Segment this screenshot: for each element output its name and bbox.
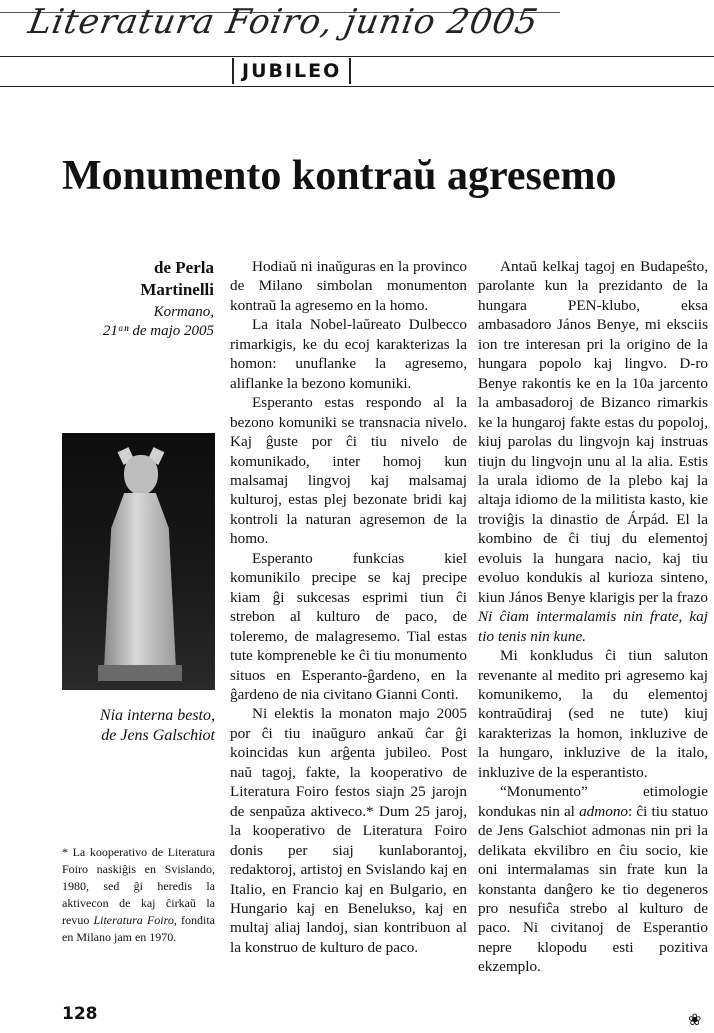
paragraph: La itala Nobel-laŭreato Dulbecco rimarkigis, ke du ecoj karakterizas la homon: unuflanke la agresemo, aliflanke la bezono komuniki.: [230, 316, 467, 392]
statue-head: [124, 455, 158, 495]
article-column-2: [478, 257, 708, 977]
article-column-1: [230, 257, 467, 957]
paragraph-text: Antaŭ kelkaj tagoj en Budapeŝto, parolante kun la prezidanto de la hungara PEN-klubo, eksa ambasadoro János Benye, mi eksciis ion tre interesan pri la origino de la hungara popolo kaj lingvo. D-ro Benye rakontis ke en la 10a jarcento la ambasadoroj de Bizanco rimarkis ke la hungaroj fakte estas du popoloj, kiuj parolas du lingvojn kaj instruas tiujn du lingvojn unu al la alia. Estis la urala idiomo de la plebo kaj la altaja idiomo de la militista kasto, kie troviĝis la dinastio de Árpád. El la kombino de ĉi tiuj du elementoj evoluis la hungara nacio, kaj tiu evoluo kondukis al kurioza sinteno, kiun János Benye klarigis per la frazo: [478, 258, 708, 606]
caption-line-2: de Jens Galschiot: [101, 727, 215, 744]
footnote: [62, 844, 215, 946]
quote: Ni ĉiam intermalamis nin frate, kaj tio tenis nin kune.: [478, 608, 708, 645]
statue-photo: [62, 433, 215, 690]
paragraph-text: “Monumento” etimologie kondukas nin al: [478, 783, 708, 820]
byline: [90, 257, 214, 341]
byline-place: Kormano,: [153, 304, 214, 320]
author-line-1: de Perla: [154, 258, 214, 277]
header-rule-bottom: [0, 86, 714, 87]
statue-base: [98, 665, 182, 681]
paragraph: [478, 257, 708, 646]
photo-caption: [62, 706, 215, 746]
article-title: Monumento kontraŭ agresemo: [62, 153, 617, 199]
section-header: [0, 56, 714, 88]
footnote-text-b: , fondita en Milano jam en 1970.: [62, 913, 215, 944]
paragraph: Ni elektis la monaton majo 2005 por ĉi tiu inaŭguro ankaŭ ĉar ĝi koincidas kun arĝenta jubileo. Post naŭ tagoj, fakte, la kooperativo de Literatura Foiro festos siajn 25 jarojn de senpaŭza aktiveco.* Dum 25 jaroj, la kooperativo de Literatura Foiro donis per siaj kunlaborantoj, redaktoroj, artistoj en Svislando kaj en Italio, en Francio kaj en Bulgario, en Hungario kaj en Benelukso, kaj en multaj aliaj landoj, sian kontribuon al la konstruo de kulturo de paco.: [230, 705, 467, 956]
section-label: JUBILEO: [232, 58, 351, 84]
flower-ornament-icon: ❀: [688, 1010, 702, 1029]
paragraph-text: : ĉi tiu statuo de Jens Galschiot admonas nin pri la delikata ekvilibro en ĉiu socio, kie oni intermalamas sin frate kun la konstanta danĝero ke tio degeneros pro nesufiĉa strebo al kulturo de paco. Ni civitanoj de Esperantio nepre klopodu esti pozitiva ekzemplo.: [478, 802, 708, 976]
footnote-italic: Literatura Foiro: [93, 913, 174, 927]
handwritten-note: Literatura Foiro, junio 2005: [25, 2, 542, 42]
page-number: 128: [62, 1004, 98, 1024]
caption-line-1: Nia interna besto,: [99, 707, 215, 724]
paragraph: [478, 782, 708, 977]
paragraph: Mi konkludus ĉi tiun saluton revenante al medito pri agresemo kaj komunikemo, la du elementoj kontraŭdiraj (sed ne tute) kiuj karakterizas la homon, inkluzive de la hungaro, inkluzive de la italo, inkluzive de la esperantisto.: [478, 647, 708, 781]
footnote-text-a: * La kooperativo de Literatura Foiro naskiĝis en Svislando, 1980, sed ĝi heredis la aktivecon de kaj ĉirkaŭ la revuo: [62, 845, 215, 927]
emphasis: admono: [579, 802, 629, 820]
author-line-2: Martinelli: [140, 280, 214, 299]
byline-date: 21ᵃⁿ de majo 2005: [102, 323, 214, 339]
paragraph: Esperanto estas respondo al la bezono komuniki se transnacia nivelo. Kaj ĝuste por ĉi tiu nivelo de komunikado, inter homoj kun malsamaj lingvoj kaj malsamaj kulturoj, estas plej bezonate bridi kaj kontroli la naturan agresemon de la homo.: [230, 394, 467, 548]
paragraph: Hodiaŭ ni inaŭguras en la provinco de Milano simbolan monumenton kontraŭ la agresemo en la homo.: [230, 258, 467, 314]
paragraph: Esperanto funkcias kiel komunikilo precipe se kaj precipe kiam ĝi sukcesas esprimi tiun ĉi strebon al kulturo de paco, de toleremo, de malagresemo. Tial estas tute kompreneble ke ĉi tiu monumento situos en Esperanto-ĝardeno, en la ĝardeno de nia civitano Gianni Conti.: [230, 549, 467, 703]
statue-body: [104, 493, 176, 669]
header-rule-top: [0, 56, 714, 57]
